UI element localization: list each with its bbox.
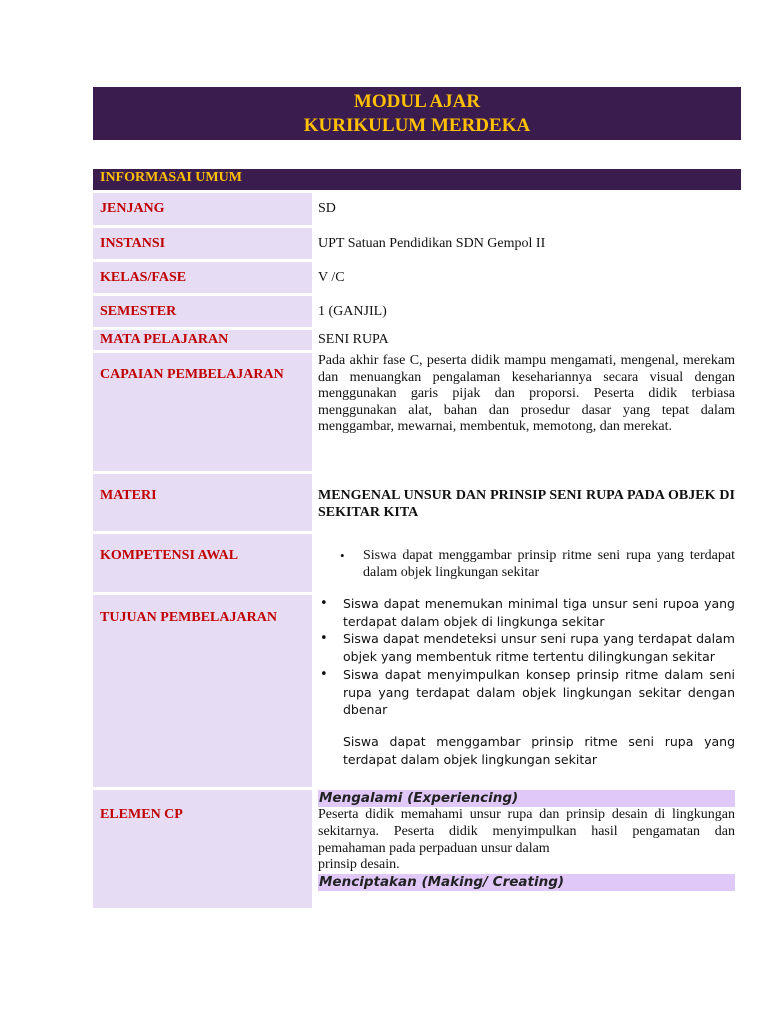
module-document (93, 87, 741, 908)
list-item: • Siswa dapat mendeteksi unsur seni rupa yang terdapat dalam objek yang membentuk ritme tertentu dilingkungan sekitar (318, 630, 735, 665)
row-jenjang (93, 193, 741, 225)
elemen-heading-creating: Menciptakan (Making/ Creating) (318, 874, 735, 891)
list-item: • Siswa dapat menggambar prinsip ritme seni rupa yang terdapat dalam objek lingkungan sekitar (338, 548, 735, 581)
section-heading: INFORMASAI UMUM (93, 169, 741, 190)
label-kompetensi: KOMPETENSI AWAL (93, 534, 312, 592)
value-elemen (317, 790, 741, 908)
value-kelas: V /C (318, 270, 345, 285)
row-semester (93, 296, 741, 327)
elemen-paragraph-end: prinsip desain. (318, 857, 400, 873)
row-kompetensi (93, 534, 741, 592)
label-tujuan: TUJUAN PEMBELAJARAN (93, 595, 312, 787)
elemen-paragraph: Peserta didik memahami unsur rupa dan prinsip desain di lingkungan sekitarnya. Peserta didik menyimpulkan hasil pengamatan dan pemahaman pada perpaduan unsur dalam (318, 807, 735, 856)
label-capaian: CAPAIAN PEMBELAJARAN (93, 353, 312, 471)
row-instansi (93, 228, 741, 259)
label-semester: SEMESTER (93, 296, 312, 327)
row-mapel (93, 330, 741, 350)
row-kelas (93, 262, 741, 293)
kompetensi-list (318, 548, 735, 581)
value-tujuan (317, 595, 741, 787)
row-capaian (93, 353, 741, 471)
row-materi (93, 474, 741, 531)
list-item: • Siswa dapat menemukan minimal tiga unsur seni rupoa yang terdapat dalam objek di lingkunga sekitar (318, 595, 735, 630)
row-elemen (93, 790, 741, 908)
tujuan-list (318, 595, 735, 719)
label-materi: MATERI (93, 474, 312, 531)
label-mapel: MATA PELAJARAN (93, 330, 312, 350)
elemen-heading-experiencing: Mengalami (Experiencing) (318, 790, 735, 807)
label-jenjang: JENJANG (93, 193, 312, 225)
list-item: • Siswa dapat menyimpulkan konsep prinsip ritme dalam seni rupa yang terdapat dalam objek lingkungan sekitar dengan dbenar (318, 666, 735, 719)
value-semester: 1 (GANJIL) (318, 304, 387, 319)
value-kompetensi (317, 534, 741, 592)
label-elemen: ELEMEN CP (93, 790, 312, 908)
title-line-2: KURIKULUM MERDEKA (303, 115, 531, 136)
label-kelas: KELAS/FASE (93, 262, 312, 293)
label-instansi: INSTANSI (93, 228, 312, 259)
title-line-1: MODUL AJAR (353, 91, 481, 112)
value-mapel: SENI RUPA (318, 332, 389, 347)
value-capaian: Pada akhir fase C, peserta didik mampu mengamati, mengenal, merekam dan menuangkan pengalaman kesehariannya secara visual dengan menggunakan garis pijak dan proporsi. Peserta didik terbiasa menggunakan alat, bahan dan prosedur dasar yang tepat dalam menggambar, mewarnai, membentuk, memotong, dan merekat. (318, 353, 735, 435)
row-tujuan (93, 595, 741, 787)
value-jenjang: SD (318, 201, 336, 216)
title-banner (93, 87, 741, 140)
value-instansi: UPT Satuan Pendidikan SDN Gempol II (318, 236, 546, 251)
tujuan-extra: Siswa dapat menggambar prinsip ritme seni rupa yang terdapat dalam objek lingkungan sekitar (343, 733, 735, 767)
value-materi: MENGENAL UNSUR DAN PRINSIP SENI RUPA PADA OBJEK DI SEKITAR KITA (318, 488, 735, 520)
